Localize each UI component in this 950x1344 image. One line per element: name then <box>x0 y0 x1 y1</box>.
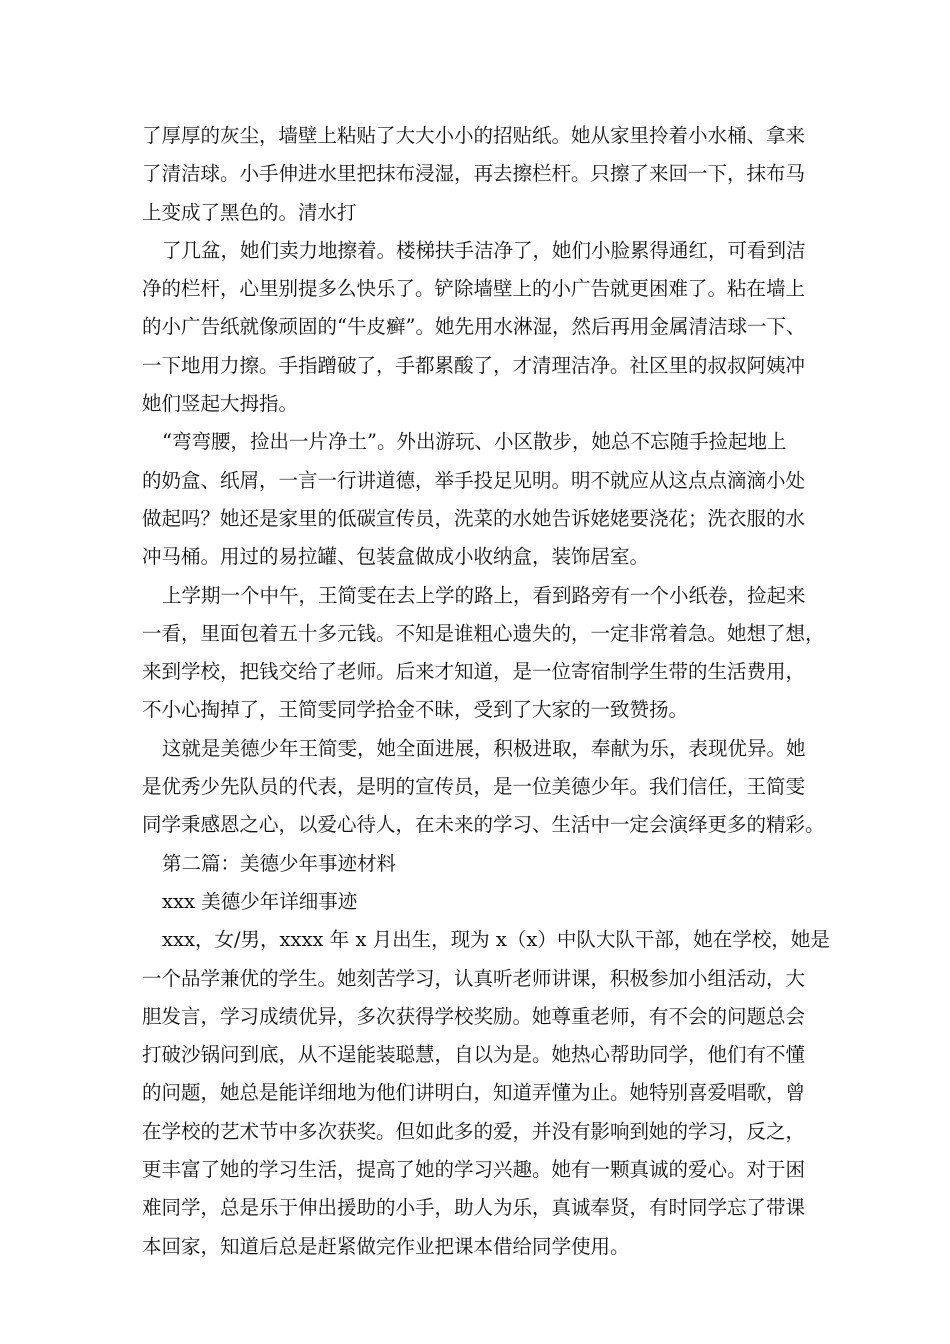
document-body <box>142 117 830 1266</box>
paragraph <box>142 577 825 730</box>
text-line: 第二篇：美德少年事迹材料 <box>162 851 397 875</box>
text-line: 打破沙锅问到底，从不逞能装聪慧，自以为是。她热心帮助同学，他们有不懂 <box>142 1043 806 1067</box>
text-line: 在学校的艺术节中多次获奖。但如此多的爱，并没有影响到她的学习，反之， <box>142 1119 806 1143</box>
text-line: 做起吗？她还是家里的低碳宣传员，洗菜的水她告诉姥姥要浇花；洗衣服的水 <box>142 506 806 530</box>
text-line: 一个品学兼优的学生。她刻苦学习，认真听老师讲课，积极参加小组活动，大 <box>142 966 806 990</box>
text-line: 的奶盒、纸屑，一言一行讲道德，举手投足见明。明不就应从这点点滴滴小处 <box>142 468 806 492</box>
text-line: 本回家，知道后总是赶紧做完作业把课本借给同学使用。 <box>142 1234 630 1258</box>
text-line: 这就是美德少年王简雯，她全面进展，积极进取，奉献为乐，表现优异。她 <box>162 736 806 760</box>
paragraph <box>142 845 812 883</box>
paragraph <box>142 423 812 576</box>
text-line: 不小心掏掉了，王简雯同学拾金不昧，受到了大家的一致赞扬。 <box>142 698 689 722</box>
text-line: 来到学校，把钱交给了老师。后来才知道，是一位寄宿制学生带的生活费用， <box>142 660 806 684</box>
text-line: 冲马桶。用过的易拉罐、包装盒做成小收纳盒，装饰居室。 <box>142 545 650 569</box>
text-line: 更丰富了她的学习生活，提高了她的学习兴趣。她有一颗真诚的爱心。对于困 <box>142 1158 806 1182</box>
text-line: 难同学，总是乐于伸出援助的小手，助人为乐，真诚奉贤，有时同学忘了带课 <box>142 1196 806 1220</box>
paragraph <box>142 232 812 423</box>
text-line: 净的栏杆，心里别提多么快乐了。铲除墙壁上的小广告就更困难了。粘在墙上 <box>142 277 806 301</box>
text-line: 她们竖起大拇指。 <box>142 392 299 416</box>
text-line: xxx 美德少年详细事迹 <box>162 889 358 913</box>
text-line: 了厚厚的灰尘，墙壁上粘贴了大大小小的招贴纸。她从家里拎着小水桶、拿来 <box>142 124 806 147</box>
text-line: 上学期一个中午，王简雯在去上学的路上，看到路旁有一个小纸卷，捡起来 <box>162 583 806 607</box>
paragraph <box>142 883 812 921</box>
text-line: “弯弯腰，捡出一片净土”。外出游玩、小区散步，她总不忘随手捡起地上 <box>162 430 787 454</box>
paragraph <box>142 921 830 1266</box>
text-line: 的问题，她总是能详细地为他们讲明白，知道弄懂为止。她特别喜爱唱歌，曾 <box>142 1081 806 1105</box>
text-line: 了几盆，她们卖力地擦着。楼梯扶手洁净了，她们小脸累得通红，可看到洁 <box>162 238 806 262</box>
text-line: 一看，里面包着五十多元钱。不知是谁粗心遗失的，一定非常着急。她想了想， <box>142 621 825 645</box>
text-line: 胆发言，学习成绩优异，多次获得学校奖励。她尊重老师，有不会的问题总会 <box>142 1004 806 1028</box>
paragraph <box>142 730 825 845</box>
text-line: xxx，女/男，xxxx 年 x 月出生，现为 x（x）中队大队干部，她在学校，她是 <box>162 928 830 952</box>
text-line: 是优秀少先队员的代表，是明的宣传员，是一位美德少年。我们信任，王简雯 <box>142 775 806 799</box>
text-line: 上变成了黑色的。清水打 <box>142 200 357 224</box>
paragraph <box>142 117 812 232</box>
text-line: 同学秉感恩之心，以爱心待人，在未来的学习、生活中一定会演绎更多的精彩。 <box>142 813 825 837</box>
text-line: 一下地用力擦。手指蹭破了，手都累酸了，才清理洁净。社区里的叔叔阿姨冲 <box>142 353 806 377</box>
text-line: 的小广告纸就像顽固的“牛皮癣”。她先用水淋湿，然后再用金属清洁球一下、 <box>142 315 806 339</box>
text-line: 了清洁球。小手伸进水里把抹布浸湿，再去擦栏杆。只擦了来回一下，抹布马 <box>142 162 806 186</box>
